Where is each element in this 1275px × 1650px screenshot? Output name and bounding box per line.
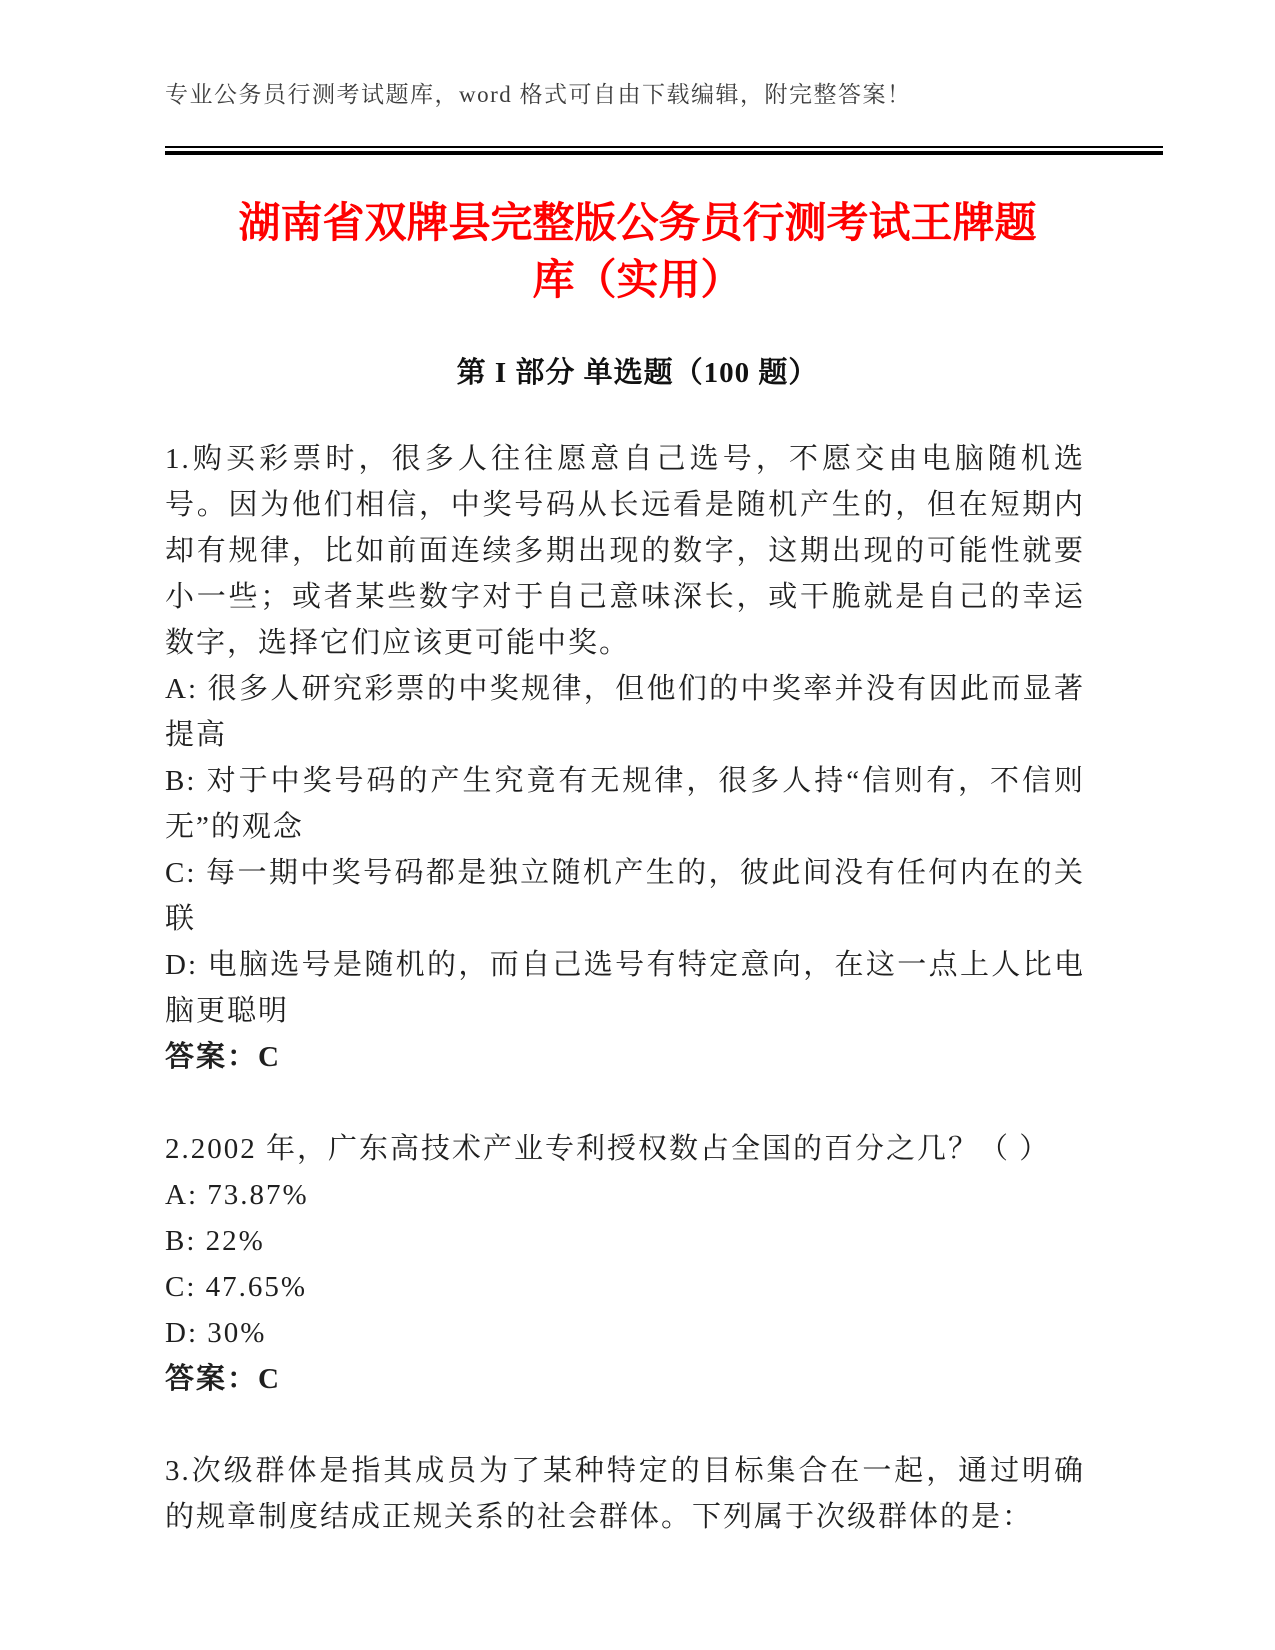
question-3: [165, 1448, 1085, 1540]
question-list: [165, 436, 1085, 1540]
question-2-stem: 2.2002 年，广东高技术产业专利授权数占全国的百分之几？（ ）: [165, 1133, 1051, 1165]
question-2-option-b: B: 22%: [165, 1225, 265, 1257]
question-1-option-b: B: 对于中奖号码的产生究竟有无规律，很多人持“信则有，不信则无”的观念: [165, 765, 1085, 843]
page-title-text: 湖南省双牌县完整版公务员行测考试王牌题库（实用）: [238, 201, 1037, 304]
question-2-option-a: A: 73.87%: [165, 1179, 309, 1211]
page-title: [165, 196, 1110, 310]
question-1-option-a: A: 很多人研究彩票的中奖规律，但他们的中奖率并没有因此而显著提高: [165, 673, 1085, 751]
question-1-option-c: C: 每一期中奖号码都是独立随机产生的，彼此间没有任何内在的关联: [165, 857, 1085, 935]
question-1-answer: 答案：C: [165, 1041, 281, 1073]
question-1: [165, 436, 1085, 1080]
header-note: 专业公务员行测考试题库，word 格式可自由下载编辑，附完整答案！: [165, 82, 912, 107]
section-heading: 第 I 部分 单选题（100 题）: [456, 357, 819, 389]
question-2: [165, 1126, 1085, 1402]
header-rule: [165, 146, 1163, 155]
question-2-option-c: C: 47.65%: [165, 1271, 308, 1303]
question-2-answer: 答案：C: [165, 1363, 281, 1395]
question-1-stem: 1.购买彩票时，很多人往往愿意自己选号，不愿交由电脑随机选号。因为他们相信，中奖号码从长远看是随机产生的，但在短期内却有规律，比如前面连续多期出现的数字，这期出现的可能性就要小一些；或者某些数字对于自己意味深长，或干脆就是自己的幸运数字，选择它们应该更可能中奖。: [165, 443, 1085, 659]
question-3-stem: 3.次级群体是指其成员为了某种特定的目标集合在一起，通过明确的规章制度结成正规关系的社会群体。下列属于次级群体的是：: [165, 1455, 1085, 1533]
question-1-option-d: D: 电脑选号是随机的，而自己选号有特定意向，在这一点上人比电脑更聪明: [165, 949, 1085, 1027]
question-2-option-d: D: 30%: [165, 1317, 267, 1349]
